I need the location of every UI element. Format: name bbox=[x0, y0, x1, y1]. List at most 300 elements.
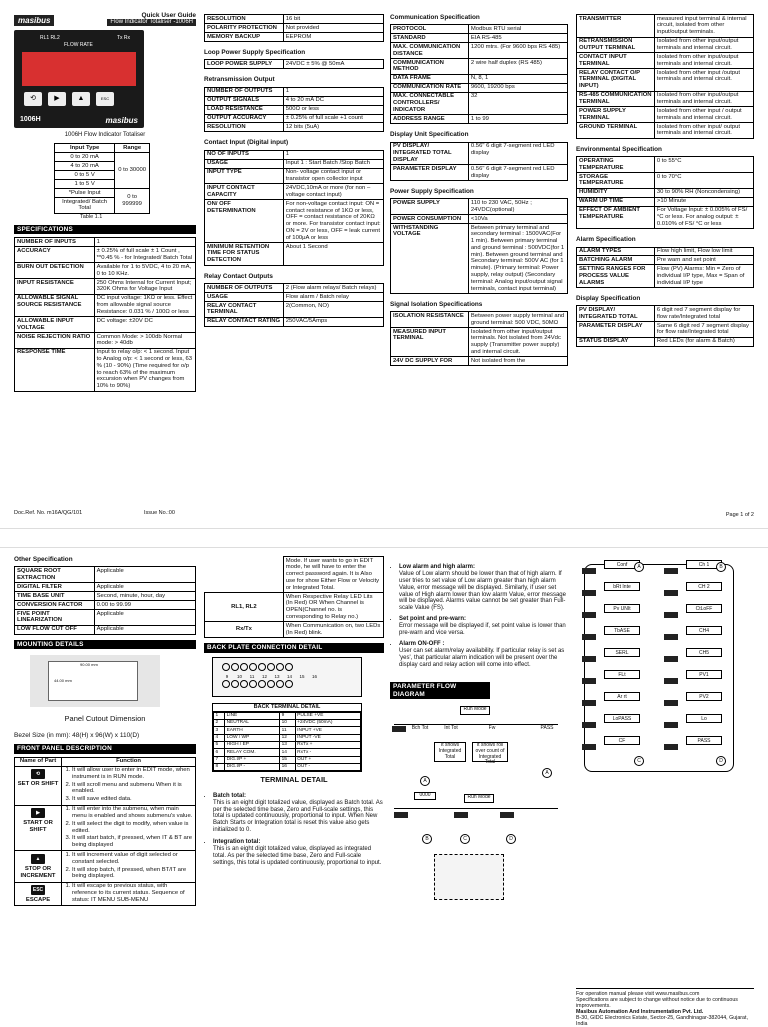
spec-value: Between primary terminal and secondary terminal : 1500VAC(For 1 min). Between primary terminal and ground terminal : 500VDC(for 1 min). Between ground terminal and Secondary terminal: 500V AC (for 1 minute). (Primary terminal: Power supply, relay output) (Secondary terminal: Analog input/output signal terminals, contact input terminal) bbox=[468, 223, 567, 293]
spec-value: Applicable bbox=[94, 567, 195, 583]
spec-key: DIGITAL FILTER bbox=[15, 583, 95, 592]
part-function bbox=[62, 882, 196, 906]
set-shift-icon: ⟲ bbox=[31, 769, 45, 779]
terminal-cell: 7 bbox=[214, 756, 225, 763]
table-row bbox=[391, 165, 568, 181]
communication-table bbox=[390, 24, 568, 124]
table-row bbox=[577, 37, 754, 53]
start-shift-icon: ▶ bbox=[31, 808, 45, 818]
spec-value: 0 to 70°C bbox=[654, 172, 753, 188]
device-model: 1006H bbox=[20, 116, 41, 124]
display-window bbox=[22, 52, 136, 86]
table-row bbox=[205, 243, 384, 266]
terminal-cell: 4 bbox=[214, 734, 225, 741]
spec-key: RESOLUTION bbox=[205, 123, 284, 132]
spec-key: WITHSTANDING VOLTAGE bbox=[391, 223, 469, 293]
terminal-screw-icon bbox=[285, 663, 293, 671]
spec-value: About 1 Second bbox=[283, 243, 383, 266]
spec-key: ALARM TYPES bbox=[577, 247, 655, 256]
table-row bbox=[391, 357, 568, 366]
table-header: Range bbox=[115, 144, 150, 153]
table-row bbox=[205, 292, 384, 301]
spec-value: Available for 1 to 5VDC, 4 to 20 mA, 0 to 10 KHz. bbox=[94, 263, 195, 279]
spec-key: EFFECT OF AMBIENT TEMPERATURE bbox=[577, 206, 655, 229]
flow-step: FLt bbox=[604, 670, 640, 679]
terminal-cell: 10 bbox=[280, 720, 296, 727]
flow-step: PV2 bbox=[686, 692, 722, 701]
table-row bbox=[577, 123, 754, 139]
terminal-number: 9 bbox=[225, 674, 229, 680]
spec-value: 1200 mtrs. (For 9600 bps RS 485) bbox=[468, 43, 567, 59]
spec-value: 0.00 to 99.99 bbox=[94, 601, 195, 610]
spec-key: WARM UP TIME bbox=[577, 197, 655, 206]
spec-value: EIA RS-485 bbox=[468, 34, 567, 43]
terminal-row-top bbox=[221, 663, 353, 675]
flow-key-icon bbox=[582, 656, 596, 662]
spec-value: EEPROM bbox=[283, 32, 383, 41]
spec-key: POWER CONSUMPTION bbox=[391, 214, 469, 223]
marker-a-icon: A bbox=[542, 768, 552, 778]
spec-key: LOW FLOW CUT OFF bbox=[15, 625, 95, 634]
part-label: ESCAPE bbox=[25, 897, 51, 904]
spec-value: Flow high limit, Flow low limit bbox=[654, 247, 753, 256]
spec-value: For Voltage Input: ± 0.005% of FS/ °C or less. For analog output: ± 0.010% of FS/ °C or less bbox=[654, 206, 753, 229]
terminal-cell: INPUT +VE bbox=[295, 727, 360, 734]
terminal-cell: 12 bbox=[280, 734, 296, 741]
terminal-number: 13 bbox=[274, 674, 280, 680]
spec-value: 32 bbox=[468, 92, 567, 115]
flow-step: PASS bbox=[686, 736, 722, 745]
terminal-screw-icon bbox=[222, 680, 230, 688]
spec-value: Input to relay o/p: < 1 second. Input to Analog o/p: < 1 second or less, 63 % (10 - 90%) (Time required for o/p to reach 63% of the maximum excursion when PV changes from 10% to 90%) bbox=[94, 348, 195, 391]
flow-step: Pv UNIt bbox=[604, 604, 640, 613]
spec-key: LOOP POWER SUPPLY bbox=[205, 60, 284, 69]
list-item: 2. It will stop batch, if pressed, when BT/IT are being displayed. bbox=[72, 867, 193, 881]
other-spec-table bbox=[14, 566, 196, 634]
spec-value: Flow alarm / Batch relay bbox=[283, 292, 383, 301]
disclaimer: Specifications are subject to change without notice due to continuous improvements. bbox=[576, 997, 738, 1010]
manual-link[interactable]: For operation manual please visit www.masibus.com bbox=[576, 991, 700, 997]
spec-key: RELAY CONTACT RATING bbox=[205, 317, 284, 326]
table-row bbox=[205, 114, 384, 123]
flow-label: Int Tot bbox=[440, 726, 462, 734]
led-labels-right: Tx Rx bbox=[116, 35, 130, 42]
item-text: Value of Low alarm should be lower than that of high alarm. If user tries to set value of Low alarm greater than high alarm Value, error message will be displayed. Similarly, if user set value of High alarm lower than low alarm Value, error message will be displayed. Alarms value cannot be set greater than Full-scale Value (FS). bbox=[399, 570, 566, 612]
table-row bbox=[391, 25, 568, 34]
spec-key: NO OF INPUTS bbox=[205, 150, 284, 159]
run-mode-box: Run Mode bbox=[460, 706, 490, 715]
column-1 bbox=[14, 12, 196, 516]
terminal-screw-icon bbox=[231, 680, 239, 688]
spec-key: POWER SUPPLY bbox=[391, 199, 469, 215]
list-item bbox=[213, 793, 384, 834]
flow-label: Bch Tot bbox=[408, 726, 432, 734]
backplate-drawing bbox=[212, 657, 362, 698]
table-row bbox=[15, 238, 196, 247]
terminal-cell: 14 bbox=[280, 749, 296, 756]
table-cell: Integrated/ Batch Total bbox=[55, 198, 115, 214]
spec-key: PARAMETER DISPLAY bbox=[577, 322, 655, 338]
dim-height: 44.00 mm bbox=[54, 678, 72, 684]
page-2 bbox=[0, 548, 768, 1027]
terminal-number: 16 bbox=[311, 674, 317, 680]
guide-subtitle: Flow Indicator Totaliser -1006H bbox=[107, 19, 196, 26]
marker-b-icon: B bbox=[422, 834, 432, 844]
spec-value: Not isolated from the bbox=[468, 357, 567, 366]
table-row bbox=[205, 168, 384, 184]
table-row bbox=[15, 278, 196, 294]
terminal-cell: 3 bbox=[214, 727, 225, 734]
table-row bbox=[205, 301, 384, 317]
flow-key-icon bbox=[582, 678, 596, 684]
table-row bbox=[214, 763, 361, 770]
spec-key: STATUS DISPLAY bbox=[577, 337, 655, 346]
spec-key: BATCHING ALARM bbox=[577, 256, 655, 265]
resolution-table bbox=[204, 14, 384, 42]
stop-increment-icon: ▲ bbox=[31, 854, 45, 864]
table-row bbox=[391, 199, 568, 215]
table-row bbox=[15, 567, 196, 583]
spec-value: 110 to 230 VAC, 50Hz ; 24VDC(optional) bbox=[468, 199, 567, 215]
spec-value: 250 Ohms Internal for Current Input; 320K Ohms for Voltage Input bbox=[94, 278, 195, 294]
terminal-screw-icon bbox=[249, 663, 257, 671]
signal-isolation-table bbox=[390, 311, 568, 366]
terminal-screw-icon bbox=[267, 680, 275, 688]
section-title: BACK PLATE CONNECTION DETAIL bbox=[204, 643, 384, 652]
terminal-cell: OUT + bbox=[295, 756, 360, 763]
table-row bbox=[15, 601, 196, 610]
right-flow-diagram bbox=[576, 558, 754, 958]
spec-value: DC input voltage: 1KΩ or less. Effect from allowable signal source Resistance: 0.031 % / 100Ω or less bbox=[94, 294, 195, 317]
spec-value: Isolated from other input/output terminals and internal circuit. bbox=[654, 53, 753, 69]
table-row bbox=[391, 312, 568, 328]
spec-key: MEMORY BACKUP bbox=[205, 32, 284, 41]
part-label: STOP OR INCREMENT bbox=[20, 866, 56, 879]
section-title: PARAMETER FLOW DIAGRAM bbox=[390, 682, 490, 699]
terminal-cell: 8 bbox=[214, 763, 225, 770]
spec-table bbox=[14, 237, 196, 391]
cutout-caption: Panel Cutout Dimension bbox=[64, 714, 146, 724]
item-title: Set point and pre-warn: bbox=[399, 616, 467, 623]
spec-key: DATA FRAME bbox=[391, 74, 469, 83]
spec-value: Input 1 : Start Batch /Stop Batch bbox=[283, 159, 383, 168]
table-row bbox=[391, 115, 568, 124]
spec-value: 16 bit bbox=[283, 15, 383, 24]
section-title: Other Specification bbox=[14, 556, 73, 563]
spec-key: NOISE REJECTION RATIO bbox=[15, 332, 95, 348]
spec-key: OPERATING TEMPERATURE bbox=[577, 157, 655, 173]
terminal-number: 11 bbox=[249, 674, 255, 680]
spec-key: TIME BASE UNIT bbox=[15, 592, 95, 601]
terminal-cell: 9 bbox=[280, 712, 296, 719]
spec-key: ACCURACY bbox=[15, 247, 95, 263]
table-row bbox=[391, 92, 568, 115]
table-row bbox=[205, 15, 384, 24]
spec-key: MAX. CONNECTABLE CONTROLLERS/ INDICATOR bbox=[391, 92, 469, 115]
terminal-cell: EARTH bbox=[225, 727, 280, 734]
retransmission-table bbox=[204, 87, 384, 133]
section-title: Alarm Specification bbox=[576, 236, 636, 244]
flow-key-icon bbox=[582, 744, 596, 750]
table-row bbox=[15, 592, 196, 601]
table-row bbox=[577, 107, 754, 123]
front-panel-table bbox=[14, 757, 196, 907]
spec-value: 2 (Flow alarm relays/ Batch relays) bbox=[283, 284, 383, 293]
spec-key: POWER SUPPLY TERMINAL bbox=[577, 107, 655, 123]
section-title: Relay Contact Outputs bbox=[204, 272, 273, 280]
table-row bbox=[391, 74, 568, 83]
spec-key: NUMBER OF OUTPUTS bbox=[205, 284, 284, 293]
flow-step: CtLoFF bbox=[686, 604, 722, 613]
table-row bbox=[391, 59, 568, 75]
table-cell: 0 to 5 V bbox=[55, 171, 115, 180]
contact-input-table bbox=[204, 150, 384, 266]
table-cell: Rx/Tx bbox=[205, 622, 284, 638]
display-unit-table bbox=[390, 142, 568, 181]
spec-key: RESPONSE TIME bbox=[15, 348, 95, 391]
column-3 bbox=[390, 14, 568, 366]
table-row bbox=[15, 882, 196, 906]
spec-value: 1 bbox=[283, 87, 383, 96]
spec-value: Same 6 digit red 7 segment display for flow rate/Integrated total bbox=[654, 322, 753, 338]
table-header: Name of Part bbox=[15, 757, 62, 766]
spec-value: 4 to 20 mA DC bbox=[283, 96, 383, 105]
flow-key-icon bbox=[454, 812, 468, 818]
power-supply-table bbox=[390, 198, 568, 294]
parameter-flow-diagram bbox=[390, 702, 568, 902]
list-item: 2. It will scroll menu and submenu When it is enabled. bbox=[72, 782, 193, 796]
terminal-cell: 13 bbox=[280, 741, 296, 748]
spec-key: ISOLATION RESISTANCE bbox=[391, 312, 469, 328]
section-title: FRONT PANEL DESCRIPTION bbox=[14, 744, 196, 753]
table-cell: 0 to 20 mA bbox=[55, 153, 115, 162]
table-row bbox=[205, 96, 384, 105]
spec-value: 0.56" 6 digit 7-segment red LED display bbox=[468, 165, 567, 181]
terminal-number: 15 bbox=[299, 674, 305, 680]
table-cell: 1 to 5 V bbox=[55, 180, 115, 189]
spec-key: OUTPUT SIGNALS bbox=[205, 96, 284, 105]
flow-key-icon bbox=[582, 700, 596, 706]
terminal-cell: 11 bbox=[280, 727, 296, 734]
input-type-table bbox=[54, 143, 150, 214]
item-text: User can set alarm/relay availability. If particular relay is set as 'yes', that particular alarm indication will be present over the display card and relay action will come into effect. bbox=[399, 647, 565, 668]
list-item: 3. It will save edited data. bbox=[72, 796, 193, 803]
part-name bbox=[15, 882, 62, 906]
table-row bbox=[577, 53, 754, 69]
spec-key: USAGE bbox=[205, 292, 284, 301]
table-row bbox=[15, 317, 196, 333]
table-row bbox=[205, 200, 384, 243]
part-name bbox=[15, 766, 62, 805]
spec-value: 0 to 55°C bbox=[654, 157, 753, 173]
table-row bbox=[15, 610, 196, 626]
flow-key-icon bbox=[664, 700, 678, 706]
spec-value: Not provided bbox=[283, 23, 383, 32]
spec-value: Isolated from other input/output terminals and internal circuit. bbox=[654, 91, 753, 107]
spec-key: INPUT TYPE bbox=[205, 168, 284, 184]
table-row bbox=[15, 583, 196, 592]
part-name bbox=[15, 805, 62, 851]
terminal-number: 10 bbox=[236, 674, 242, 680]
list-item: 3. It will start batch, if pressed, when IT & BT are being displayed bbox=[72, 835, 193, 849]
table-row bbox=[577, 256, 754, 265]
spec-value: Modbus RTU serial bbox=[468, 25, 567, 34]
flow-step: SERL bbox=[604, 648, 640, 657]
column-2 bbox=[204, 14, 384, 327]
spec-value: 1 bbox=[283, 150, 383, 159]
spec-value: 30 to 90% RH (Noncondensing) bbox=[654, 188, 753, 197]
relay-output-table bbox=[204, 283, 384, 327]
section-title: MOUNTING DETAILS bbox=[14, 640, 196, 649]
marker-icon: B bbox=[716, 562, 726, 572]
table-cell: 0 to 999999 bbox=[115, 189, 150, 214]
spec-value: Isolated from other input/ output terminals and internal circuit. bbox=[654, 123, 753, 139]
flow-key-icon bbox=[582, 612, 596, 618]
terminal-screw-icon bbox=[258, 680, 266, 688]
terminal-cell: 16 bbox=[280, 763, 296, 770]
table-row bbox=[205, 284, 384, 293]
spec-key: MAX. COMMUNICATION DISTANCE bbox=[391, 43, 469, 59]
section-title: Environmental Specification bbox=[576, 145, 662, 153]
flow-key-icon bbox=[500, 812, 514, 818]
spec-key: CONTACT INPUT TERMINAL bbox=[577, 53, 655, 69]
spec-key: RESOLUTION bbox=[205, 15, 284, 24]
set-button-icon[interactable]: ⟲ bbox=[24, 92, 42, 106]
terminal-cell: NEUTRAL bbox=[225, 720, 280, 727]
p2-column-1 bbox=[14, 556, 196, 906]
spec-key: RS-485 COMMUNICATION TERMINAL bbox=[577, 91, 655, 107]
spec-key: SETTING RANGES FOR PROCESS VALUE ALARMS bbox=[577, 265, 655, 288]
led-labels-left: RL1 RL2 bbox=[40, 35, 60, 42]
table-row bbox=[15, 332, 196, 348]
spec-key: COMMUNICATION METHOD bbox=[391, 59, 469, 75]
table-row bbox=[577, 206, 754, 229]
table-row bbox=[205, 105, 384, 114]
table-row bbox=[214, 741, 361, 748]
spec-key: PROTOCOL bbox=[391, 25, 469, 34]
terminal-title: BACK TERMINAL DETAIL bbox=[213, 704, 361, 711]
table-row bbox=[577, 306, 754, 322]
terminal-cell: 1 bbox=[214, 712, 225, 719]
spec-value: Applicable bbox=[94, 583, 195, 592]
flow-step: Conf bbox=[604, 560, 640, 569]
table-cell: 4 to 20 mA bbox=[55, 162, 115, 171]
p2-column-4 bbox=[576, 558, 754, 1027]
terminal-table bbox=[213, 712, 361, 771]
terminal-screw-icon bbox=[258, 663, 266, 671]
table-row bbox=[577, 322, 754, 338]
totals-list bbox=[204, 793, 384, 867]
table-row bbox=[15, 348, 196, 391]
flow-key-icon bbox=[582, 722, 596, 728]
spec-value: Applicable bbox=[94, 625, 195, 634]
spec-key: LOAD RESISTANCE bbox=[205, 105, 284, 114]
flow-step: bRt Inte bbox=[604, 582, 640, 591]
spec-value: Red LEDs (for alarm & Batch) bbox=[654, 337, 753, 346]
table-cell: When Respective Relay LED Lits (In Red) OR When Channel is OPEN(Channel no. is corresponding to Relay no.) bbox=[283, 593, 383, 622]
issue-no: Issue No.:00 bbox=[144, 510, 175, 516]
terminal-cell: 6 bbox=[214, 749, 225, 756]
flow-key-icon bbox=[664, 590, 678, 596]
spec-value: Non- voltage contact input or transistor open collector input bbox=[283, 168, 383, 184]
esc-button-icon[interactable]: ESC bbox=[96, 92, 114, 106]
escape-icon: ESC bbox=[32, 887, 44, 894]
table-row bbox=[214, 720, 361, 727]
table-caption: Table 1.1 bbox=[80, 213, 103, 220]
table-row bbox=[391, 328, 568, 357]
flow-line bbox=[394, 808, 558, 809]
terminal-screw-icon bbox=[276, 663, 284, 671]
terminal-cell: RxTx - bbox=[295, 749, 360, 756]
spec-value: N, 8, 1 bbox=[468, 74, 567, 83]
doc-ref: Doc.Ref. No. m16A/QG/101 bbox=[14, 510, 83, 516]
table-row bbox=[577, 197, 754, 206]
spec-key: BURN OUT DETECTION bbox=[15, 263, 95, 279]
marker-c-icon: C bbox=[460, 834, 470, 844]
device-front-panel bbox=[14, 30, 144, 128]
flow-key-icon bbox=[664, 722, 678, 728]
start-button-icon[interactable]: ▶ bbox=[48, 92, 66, 106]
spec-value: Isolated from other input/output terminals. Not isolated from 24Vdc supply (Transmitter power supply) and internal circuit. bbox=[468, 328, 567, 357]
spec-value: DC voltage: ±20V DC bbox=[94, 317, 195, 333]
device-brand: masibus bbox=[105, 116, 138, 126]
list-item bbox=[399, 564, 568, 612]
flow-rate-label: FLOW RATE bbox=[64, 42, 93, 49]
terminal-screw-icon bbox=[222, 663, 230, 671]
flow-key-icon bbox=[582, 590, 596, 596]
part-name bbox=[15, 851, 62, 882]
bezel-size: Bezel Size (in mm): 48(H) x 96(W) x 110(D) bbox=[14, 731, 140, 739]
part-label: START OR SHIFT bbox=[23, 820, 53, 833]
spec-value: 12 bits (5uA) bbox=[283, 123, 383, 132]
spec-key: ALLOWABLE INPUT VOLTAGE bbox=[15, 317, 95, 333]
terminal-screw-icon bbox=[249, 680, 257, 688]
flow-key-icon bbox=[664, 678, 678, 684]
spec-key: INPUT RESISTANCE bbox=[15, 278, 95, 294]
table-row bbox=[577, 15, 754, 38]
page-number: Page 1 of 2 bbox=[725, 512, 754, 518]
item-text: This is an eight digit totalized value, displayed as integrated total. As per the selected time base, Zero and Full-scale settings, this total is updated continuously, proportional to input. bbox=[213, 846, 382, 866]
spec-key: NUMBER OF INPUTS bbox=[15, 238, 95, 247]
stop-button-icon[interactable]: ▲ bbox=[72, 92, 90, 106]
spec-value: 500Ω or less bbox=[283, 105, 383, 114]
table-row bbox=[15, 851, 196, 882]
spec-value: 250VAC/5Amps bbox=[283, 317, 383, 326]
spec-value: 9600, 19200 bps bbox=[468, 83, 567, 92]
section-title: Communication Specification bbox=[390, 14, 480, 21]
flow-key-icon bbox=[664, 634, 678, 640]
spec-value: Isolated from other input/output terminals and internal circuit. bbox=[654, 37, 753, 53]
p2-column-2 bbox=[204, 556, 384, 868]
loop-power-table bbox=[204, 59, 384, 69]
table-row bbox=[214, 712, 361, 719]
terminal-screw-icon bbox=[267, 663, 275, 671]
spec-value: Common Mode: > 100db Normal mode: > 40db bbox=[94, 332, 195, 348]
dim-width: 90.00 mm bbox=[80, 662, 98, 668]
table-row bbox=[391, 214, 568, 223]
terminal-number: 14 bbox=[286, 674, 292, 680]
table-row bbox=[15, 263, 196, 279]
table-row bbox=[391, 83, 568, 92]
spec-key: GROUND TERMINAL bbox=[577, 123, 655, 139]
table-row bbox=[391, 223, 568, 293]
table-row bbox=[205, 87, 384, 96]
spec-value: ± 0.25% of full scale ± 1 Count , **0.45 % - for Integrated/ Batch Total bbox=[94, 247, 195, 263]
contact-block bbox=[576, 988, 754, 1027]
note-box: It shows Integrated Total bbox=[434, 742, 466, 762]
terminal-screw-icon bbox=[240, 663, 248, 671]
spec-value: Applicable bbox=[94, 610, 195, 626]
